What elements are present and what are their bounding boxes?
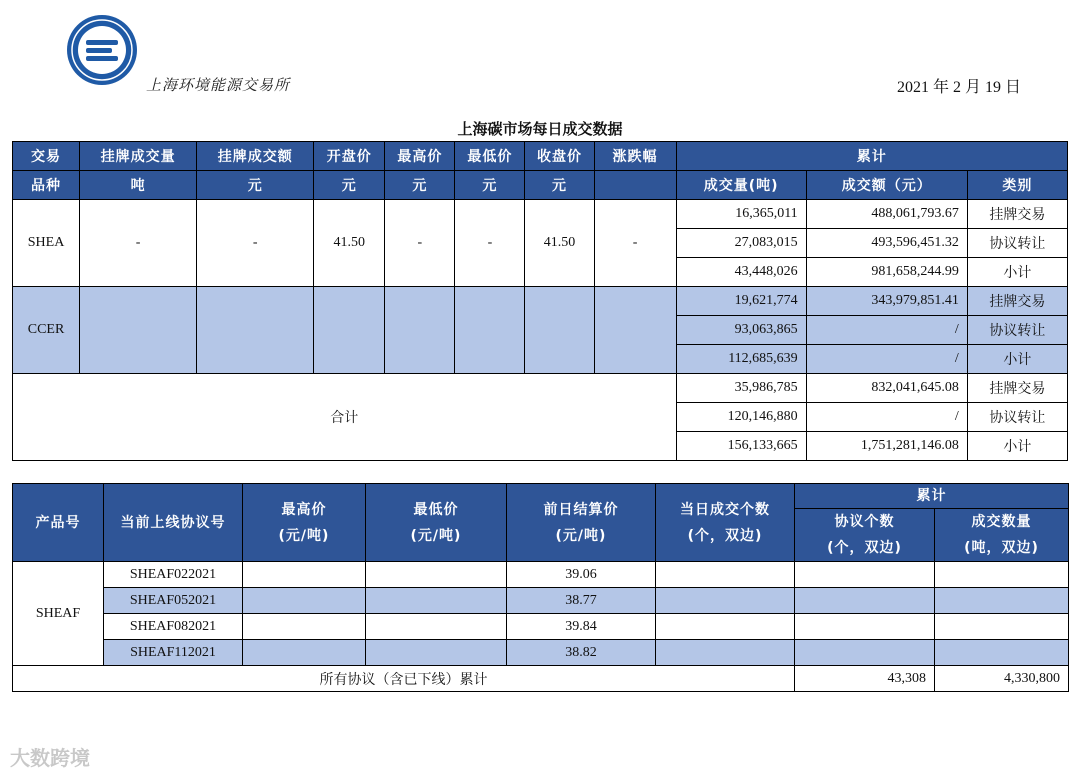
total-row — [13, 666, 1069, 692]
table-row — [13, 374, 1068, 403]
open-price-cell: 41.50 — [314, 200, 385, 287]
category-cell: 协议转让 — [967, 403, 1067, 432]
total-label: 所有协议（含已下线）累计 — [13, 666, 795, 692]
low-cell — [366, 562, 507, 588]
count-unit: (个，双边) — [687, 527, 763, 544]
unit-header — [594, 171, 676, 200]
agreements-unit: (个，双边) — [827, 540, 902, 556]
cum-volume-cell: 35,986,785 — [676, 374, 806, 403]
cumulative-header: 累计 — [795, 484, 1069, 509]
page-title: 上海碳市场每日成交数据 — [457, 120, 623, 138]
unit-header: 元 — [525, 171, 594, 200]
agreements-cell — [795, 640, 935, 666]
low-cell — [366, 614, 507, 640]
table1-header-row-2 — [13, 171, 1068, 200]
count-cell — [656, 562, 795, 588]
col-product-header-2: 品种 — [13, 171, 80, 200]
high-label: 最高价 — [281, 501, 327, 518]
contract-cell: SHEAF082021 — [104, 614, 243, 640]
cum-volume-cell: 120,146,880 — [676, 403, 806, 432]
cum-volume-header: 成交量(吨) — [676, 171, 806, 200]
cum-volume-cell: 27,083,015 — [676, 229, 806, 258]
table-row — [13, 562, 1069, 588]
unit-header: 元 — [197, 171, 314, 200]
low-unit: (元/吨) — [410, 527, 462, 544]
table-row — [13, 200, 1068, 229]
listed-volume-cell — [80, 287, 197, 374]
contract-cell: SHEAF052021 — [104, 588, 243, 614]
open-price-cell — [314, 287, 385, 374]
quantity-label: 成交数量 — [971, 514, 1032, 530]
exchange-logo — [66, 14, 138, 86]
agreements-label: 协议个数 — [834, 514, 895, 530]
count-cell — [656, 640, 795, 666]
col-agreements-header — [795, 509, 935, 562]
category-cell: 协议转让 — [967, 316, 1067, 345]
unit-header: 元 — [455, 171, 525, 200]
settle-unit: (元/吨) — [555, 527, 607, 544]
settle-cell: 38.77 — [507, 588, 656, 614]
report-date: 2021 年 2 月 19 日 — [897, 79, 1022, 96]
product-no-cell: SHEAF — [13, 562, 104, 666]
contract-cell: SHEAF022021 — [104, 562, 243, 588]
table1-header-row-1 — [13, 142, 1068, 171]
category-cell: 小计 — [967, 258, 1067, 287]
quantity-cell — [935, 562, 1069, 588]
category-cell: 小计 — [967, 432, 1067, 461]
cumulative-header: 累计 — [676, 142, 1067, 171]
col-close-header: 收盘价 — [525, 142, 594, 171]
high-cell — [243, 640, 366, 666]
col-high-header: 最高价 — [385, 142, 455, 171]
col-count-header — [656, 484, 795, 562]
col-product-header: 交易 — [13, 142, 80, 171]
col-change-header: 涨跌幅 — [594, 142, 676, 171]
cum-amount-cell: 493,596,451.32 — [806, 229, 967, 258]
col-contract-header: 当前上线协议号 — [104, 484, 243, 562]
unit-header: 吨 — [80, 171, 197, 200]
col-product-no-header: 产品号 — [13, 484, 104, 562]
col-low-header: 最低价 — [455, 142, 525, 171]
org-name: 上海环境能源交易所 — [146, 76, 291, 94]
cum-volume-cell: 19,621,774 — [676, 287, 806, 316]
category-cell: 小计 — [967, 345, 1067, 374]
high-price-cell: - — [385, 200, 455, 287]
col-open-header: 开盘价 — [314, 142, 385, 171]
category-cell: 挂牌交易 — [967, 374, 1067, 403]
col-high-header — [243, 484, 366, 562]
low-cell — [366, 640, 507, 666]
category-header: 类别 — [967, 171, 1067, 200]
count-cell — [656, 588, 795, 614]
quantity-cell — [935, 588, 1069, 614]
quantity-cell — [935, 640, 1069, 666]
settle-cell: 38.82 — [507, 640, 656, 666]
quantity-unit: (吨，双边) — [964, 540, 1039, 556]
cum-volume-cell: 16,365,011 — [676, 200, 806, 229]
cum-amount-cell: / — [806, 403, 967, 432]
cum-amount-cell: 343,979,851.41 — [806, 287, 967, 316]
category-cell: 挂牌交易 — [967, 287, 1067, 316]
cum-amount-header: 成交额（元） — [806, 171, 967, 200]
close-price-cell: 41.50 — [525, 200, 594, 287]
quantity-cell — [935, 614, 1069, 640]
change-cell: - — [594, 200, 676, 287]
cum-amount-cell: / — [806, 316, 967, 345]
settle-cell: 39.84 — [507, 614, 656, 640]
col-quantity-header — [935, 509, 1069, 562]
cum-volume-cell: 43,448,026 — [676, 258, 806, 287]
category-cell: 挂牌交易 — [967, 200, 1067, 229]
cum-volume-cell: 112,685,639 — [676, 345, 806, 374]
low-price-cell: - — [455, 200, 525, 287]
unit-header: 元 — [314, 171, 385, 200]
cum-volume-cell: 156,133,665 — [676, 432, 806, 461]
unit-header: 元 — [385, 171, 455, 200]
high-price-cell — [385, 287, 455, 374]
table2-header-row-1 — [13, 484, 1069, 509]
cum-volume-cell: 93,063,865 — [676, 316, 806, 345]
close-price-cell — [525, 287, 594, 374]
low-cell — [366, 588, 507, 614]
table-row — [13, 640, 1069, 666]
high-cell — [243, 614, 366, 640]
low-label: 最低价 — [413, 501, 459, 518]
change-cell — [594, 287, 676, 374]
listed-amount-cell — [197, 287, 314, 374]
count-label: 当日成交个数 — [680, 501, 770, 518]
agreements-cell — [795, 588, 935, 614]
category-cell: 协议转让 — [967, 229, 1067, 258]
listed-volume-cell: - — [80, 200, 197, 287]
total-agreements-cell: 43,308 — [795, 666, 935, 692]
col-listed-volume-header: 挂牌成交量 — [80, 142, 197, 171]
listed-amount-cell: - — [197, 200, 314, 287]
total-quantity-cell: 4,330,800 — [935, 666, 1069, 692]
high-cell — [243, 588, 366, 614]
cum-amount-cell: 1,751,281,146.08 — [806, 432, 967, 461]
table-row — [13, 588, 1069, 614]
contract-cell: SHEAF112021 — [104, 640, 243, 666]
cum-amount-cell: 981,658,244.99 — [806, 258, 967, 287]
col-listed-amount-header: 挂牌成交额 — [197, 142, 314, 171]
agreements-cell — [795, 562, 935, 588]
low-price-cell — [455, 287, 525, 374]
futures-contract-table — [12, 483, 1069, 692]
count-cell — [656, 614, 795, 640]
table-row — [13, 287, 1068, 316]
grand-total-label: 合计 — [13, 374, 677, 461]
high-unit: (元/吨) — [278, 527, 330, 544]
col-settle-header — [507, 484, 656, 562]
settle-cell: 39.06 — [507, 562, 656, 588]
cum-amount-cell: 488,061,793.67 — [806, 200, 967, 229]
cum-amount-cell: / — [806, 345, 967, 374]
agreements-cell — [795, 614, 935, 640]
watermark: 大数跨境 — [10, 746, 90, 770]
col-low-header — [366, 484, 507, 562]
daily-trading-table — [12, 141, 1068, 461]
settle-label: 前日结算价 — [543, 501, 619, 518]
high-cell — [243, 562, 366, 588]
product-cell: CCER — [13, 287, 80, 374]
cum-amount-cell: 832,041,645.08 — [806, 374, 967, 403]
table-row — [13, 614, 1069, 640]
product-cell: SHEA — [13, 200, 80, 287]
